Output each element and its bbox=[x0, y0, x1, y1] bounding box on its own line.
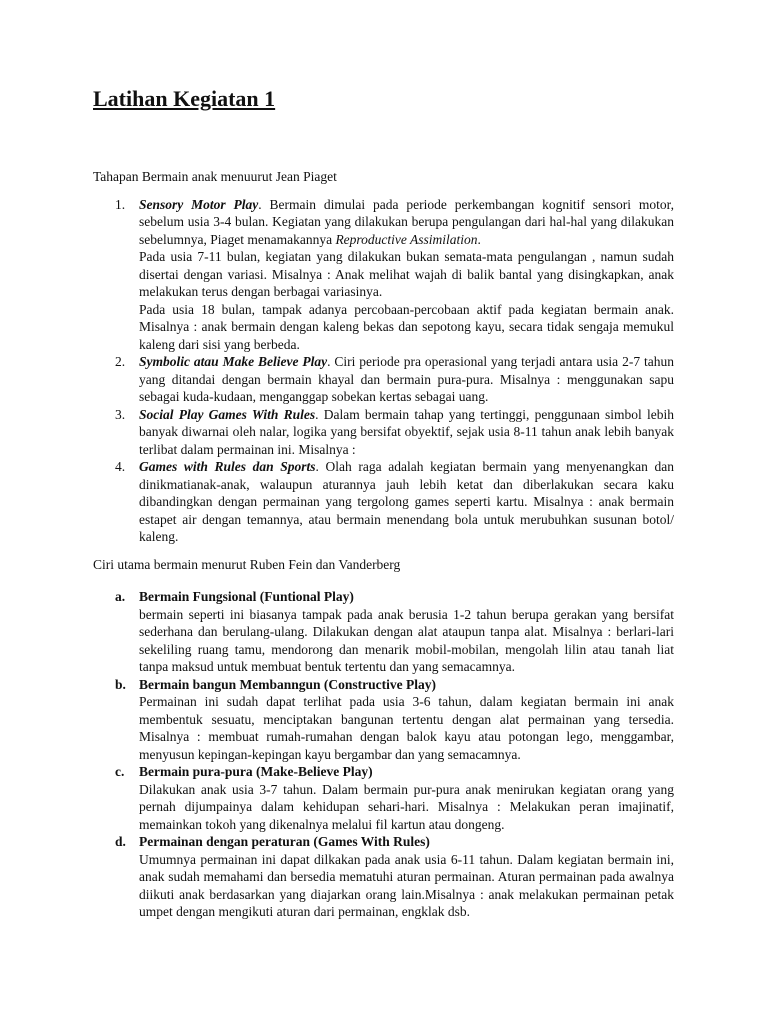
page-title: Latihan Kegiatan 1 bbox=[93, 86, 276, 111]
stage-paragraph bbox=[139, 196, 674, 249]
list-item bbox=[93, 676, 674, 764]
stage-text-end: . bbox=[477, 231, 481, 247]
list-number: 2. bbox=[115, 354, 126, 369]
document-body bbox=[93, 168, 674, 921]
list-item bbox=[93, 196, 674, 354]
stage-name: Games with Rules dan Sports bbox=[139, 459, 316, 474]
list-letter: d. bbox=[115, 834, 126, 849]
list-item bbox=[93, 588, 674, 676]
stage-paragraph bbox=[139, 353, 674, 406]
list-number: 4. bbox=[115, 459, 126, 474]
item-heading: Bermain bangun Membanngun (Constructive Play) bbox=[139, 676, 437, 692]
intro-text: Tahapan Bermain anak menuurut Jean Piaget bbox=[93, 169, 337, 184]
section-heading: Ciri utama bermain menurut Ruben Fein dan Vanderberg bbox=[93, 556, 401, 572]
stage-text: . Ciri periode pra operasional yang terjadi antara usia 2-7 tahun yang ditandai dengan bermain khayal dan bermain pura-pura. Misalnya : menggunakan sapu sebagai kuda-kudaan, menganggap sobekan kertas sebagai uang. bbox=[139, 354, 674, 404]
item-body: Umumnya permainan ini dapat dilkakan pada anak usia 6-11 tahun. Dalam kegiatan bermain ini, anak sudah memahami dan bersedia mematuhi aturan permainan. Aturan permainan pada awalnya diikuti anak berdasarkan yang diajarkan orang lain.Misalnya : anak melakukan permainan petak umpet dengan mengikuti aturan dari permainan, engklak dsb. bbox=[139, 851, 674, 919]
list-letter: a. bbox=[115, 589, 126, 604]
list-letter: c. bbox=[115, 764, 125, 779]
stage-term: Reproductive Assimilation bbox=[335, 231, 478, 247]
stage-paragraph: Pada usia 18 bulan, tampak adanya percobaan-percobaan aktif pada kegiatan bermain anak. Misalnya : anak bermain dengan kaleng bekas dan sepotong kayu, secara tidak sengaja memukul kaleng dari sisi yang berbeda. bbox=[139, 301, 674, 352]
stage-name: Social Play Games With Rules bbox=[139, 406, 316, 422]
item-body: bermain seperti ini biasanya tampak pada anak berusia 1-2 tahun berupa gerakan yang bersifat sederhana dan berulang-ulang. Dilakukan dengan alat ataupun tanpa alat. Misalnya : berlari-lari sekeliling ruang tamu, mendorong dan menarik mobil-mobilan, mengolah lilin atau tanah liat tanpa maksud untuk membuat bentuk tertentu dan yang semacamnya. bbox=[139, 606, 674, 674]
item-body: Permainan ini sudah dapat terlihat pada usia 3-6 tahun, dalam kegiatan bermain ini anak membentuk sesuatu, menciptakan bangunan tertentu dengan alat permainan yang tersedia. Misalnya : membuat rumah-rumahan dengan balok kayu atau potongan lego, menggambar, menyusun kepingan-kepingan kayu bergambar dan yang semacamnya. bbox=[139, 694, 674, 762]
list-item bbox=[93, 833, 674, 921]
stage-paragraph bbox=[139, 406, 674, 459]
item-heading: Bermain Fungsional (Funtional Play) bbox=[139, 589, 354, 604]
list-item bbox=[93, 353, 674, 406]
stage-text: . Dalam bermain tahap yang tertinggi, penggunaan simbol lebih banyak diwarnai oleh nalar, logika yang bersifat obyektif, sejak usia 8-11 tahun anak lebih banyak terlibat dalam permainan ini. Misalnya : bbox=[139, 406, 674, 457]
item-heading: Permainan dengan peraturan (Games With Rules) bbox=[139, 834, 430, 849]
stage-text: . Olah raga adalah kegiatan bermain yang menyenangkan dan dinikmatianak-anak, walaupun aturannya jauh lebih ketat dan diberlakukan secara kaku dibandingkan dengan permainan yang tergolong games seperti kartu. Misalnya : anak bermain estapet air dengan temannya, atau bermain menendang bola untuk merubuhkan susunan botol/ kaleng. bbox=[139, 459, 675, 544]
stage-paragraph: Pada usia 7-11 bulan, kegiatan yang dilakukan bukan semata-mata pengulangan , namun sudah disertai dengan variasi. Misalnya : Anak melihat wajah di balik bantal yang disingkapkan, anak melakukan terus dengan berbagai variasinya. bbox=[139, 249, 674, 299]
list-item bbox=[93, 458, 674, 546]
stage-text: . Bermain dimulai pada periode perkembangan kognitif sensori motor, sebelum usia 3-4 bulan. Kegiatan yang dilakukan berupa pengulangan dari hal-hal yang dilakukan sebelumnya, Piaget menamakannya bbox=[139, 196, 674, 247]
list-number: 3. bbox=[115, 406, 126, 422]
stage-name: Sensory Motor Play bbox=[139, 196, 259, 212]
piaget-stages-list bbox=[93, 196, 674, 546]
list-item bbox=[93, 763, 674, 833]
stage-name: Symbolic atau Make Believe Play bbox=[139, 354, 328, 369]
item-body: Dilakukan anak usia 3-7 tahun. Dalam bermain pur-pura anak menirukan kegiatan orang yang pernah dijumpainya dalam kehidupan sehari-hari. Misalnya : Melakukan peran imajinatif, memainkan tokoh yang dikenalnya melalui fil kartun atau dongeng. bbox=[139, 781, 674, 832]
item-heading: Bermain pura-pura (Make-Believe Play) bbox=[139, 764, 373, 779]
list-number: 1. bbox=[115, 196, 126, 212]
play-types-list bbox=[93, 588, 674, 921]
list-letter: b. bbox=[115, 676, 126, 692]
stage-paragraph bbox=[139, 458, 674, 546]
list-item bbox=[93, 406, 674, 459]
